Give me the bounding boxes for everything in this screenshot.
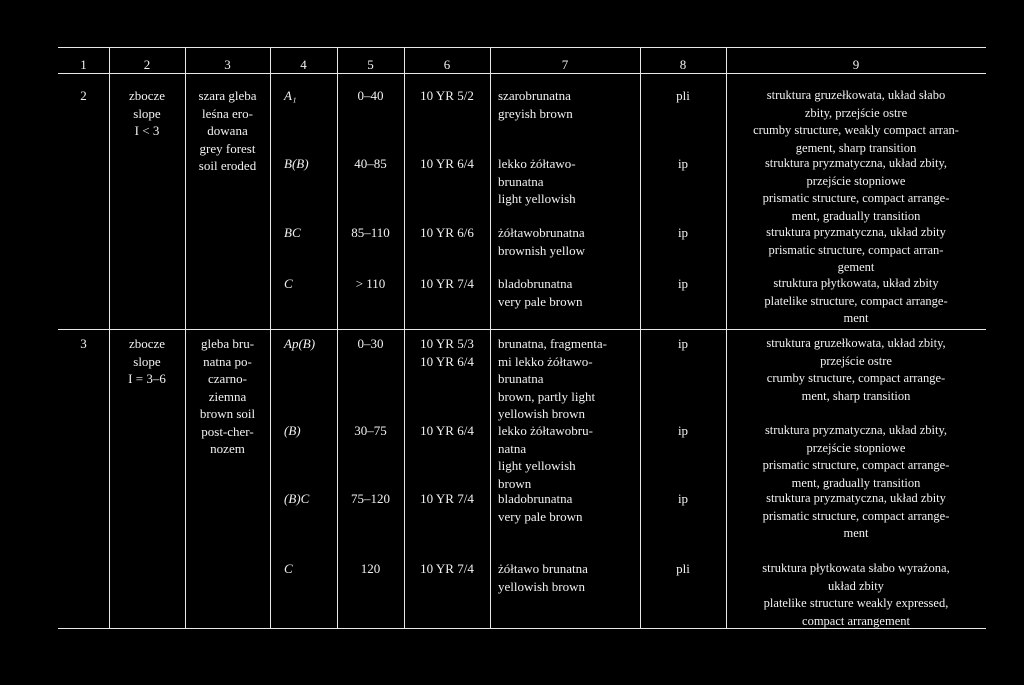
color-description — [498, 275, 582, 310]
structure-line: struktura pryzmatyczna, układ zbity — [766, 491, 946, 505]
row-number: 3 — [80, 336, 87, 351]
color-desc-line: very pale brown — [498, 293, 583, 309]
structure-line: gement, sharp transition — [795, 140, 917, 155]
structure-line: ment — [843, 526, 869, 540]
color-code-line: 10 YR 5/3 — [420, 336, 474, 351]
horizon-name: (B)C — [284, 491, 310, 506]
structure-line: struktura gruzełkowata, układ zbity, — [766, 336, 946, 350]
structure-line: ment — [843, 311, 869, 325]
color-desc-line: greyish brown — [498, 105, 573, 121]
color-description — [498, 335, 607, 423]
horizon-name: C — [284, 561, 293, 576]
header-col-6: 6 — [443, 57, 451, 72]
structure-description — [726, 335, 986, 405]
location-cell — [109, 87, 185, 140]
color-description — [498, 560, 588, 595]
soil-line: dowana — [207, 123, 248, 138]
structure-line: przejście ostre — [820, 353, 892, 368]
header-col-3: 3 — [224, 57, 231, 72]
soil-line: gleba bru- — [200, 336, 255, 351]
color-desc-line: lekko żółtawo- — [498, 156, 576, 171]
col-divider-6 — [490, 47, 491, 629]
soil-type-cell — [185, 335, 270, 458]
soil-line: soil eroded — [198, 158, 257, 173]
code: pli — [676, 561, 690, 576]
color-description — [498, 87, 573, 122]
structure-line: prismatic structure, compact arran- — [768, 242, 944, 257]
soil-line: leśna ero- — [202, 105, 253, 121]
structure-description — [726, 87, 986, 157]
depth: 30–75 — [354, 423, 387, 438]
color-description — [498, 422, 593, 492]
color-code-line: 10 YR 6/4 — [420, 156, 474, 171]
horizon-name: (B) — [284, 423, 301, 438]
color-desc-line: light yellowish — [498, 458, 576, 473]
color-desc-line: szarobrunatna — [498, 88, 571, 103]
color-code — [404, 224, 490, 242]
structure-description — [726, 422, 986, 492]
depth: 85–110 — [351, 225, 390, 240]
color-desc-line: yellowish brown — [498, 578, 586, 594]
structure-line: struktura gruzełkowata, układ słabo — [766, 88, 946, 102]
structure-line: ment, gradually transition — [791, 475, 921, 490]
code: ip — [677, 156, 689, 171]
header-col-1: 1 — [80, 57, 87, 72]
horizon-name: B(B) — [284, 156, 309, 171]
code: ip — [677, 276, 689, 291]
soil-line: grey forest — [199, 140, 256, 156]
color-code-line: 10 YR 7/4 — [420, 491, 474, 506]
color-code-line: 10 YR 7/4 — [420, 561, 474, 576]
color-desc-line: light yellowish — [498, 191, 576, 206]
structure-description — [726, 224, 986, 277]
color-code — [404, 335, 490, 370]
structure-line: compact arrangement — [802, 613, 910, 628]
location-cell — [109, 335, 185, 388]
row-separator-rule — [58, 329, 986, 330]
code: pli — [676, 88, 690, 103]
structure-line: przejście stopniowe — [806, 173, 906, 188]
structure-description — [726, 490, 986, 543]
horizon-name: A₁ — [284, 88, 297, 103]
structure-line: gement — [837, 260, 875, 274]
color-code — [404, 560, 490, 578]
depth: 0–40 — [357, 88, 384, 103]
code: ip — [677, 225, 689, 240]
depth: 75–120 — [351, 491, 390, 506]
soil-line: nozem — [210, 441, 245, 456]
color-code-line: 10 YR 5/2 — [420, 88, 474, 103]
code: ip — [677, 491, 689, 506]
color-description — [498, 490, 582, 525]
structure-line: prismatic structure, compact arrange- — [762, 458, 950, 472]
color-description — [498, 155, 576, 208]
col-divider-3 — [270, 47, 271, 629]
structure-line: przejście stopniowe — [806, 440, 906, 455]
color-desc-line: brunatna — [498, 173, 544, 189]
color-description — [498, 224, 585, 259]
structure-line: struktura pryzmatyczna, układ zbity — [766, 225, 946, 239]
color-desc-line: natna — [498, 440, 527, 456]
structure-line: prismatic structure, compact arrange- — [762, 508, 950, 523]
color-desc-line: lekko żółtawobru- — [498, 423, 593, 438]
horizon-name: BC — [284, 225, 301, 240]
code: ip — [677, 336, 689, 351]
structure-line: zbity, przejście ostre — [804, 105, 908, 120]
structure-line: struktura pryzmatyczna, układ zbity, — [764, 423, 948, 437]
depth: 0–30 — [357, 336, 384, 351]
structure-line: platelike structure, compact arrange- — [764, 293, 948, 308]
color-desc-line: bladobrunatna — [498, 491, 573, 506]
structure-line: crumby structure, weakly compact arran- — [753, 123, 959, 137]
header-col-2: 2 — [143, 57, 151, 72]
color-desc-line: żółtawo brunatna — [498, 561, 588, 576]
structure-description — [726, 155, 986, 225]
location-line: zbocze — [128, 88, 166, 103]
header-bottom-rule — [58, 73, 986, 74]
soil-line: post-cher- — [201, 423, 254, 439]
color-code — [404, 422, 490, 440]
row-number: 2 — [80, 88, 87, 103]
color-code — [404, 490, 490, 508]
color-code-line: 10 YR 6/4 — [420, 423, 474, 438]
header-col-8: 8 — [679, 57, 687, 72]
depth: 40–85 — [354, 156, 387, 171]
soil-type-cell — [185, 87, 270, 175]
color-code — [404, 275, 490, 293]
color-desc-line: bladobrunatna — [498, 276, 573, 291]
header-col-7: 7 — [561, 57, 569, 72]
location-line: I < 3 — [134, 123, 160, 138]
structure-line: crumby structure, compact arrange- — [766, 371, 946, 385]
structure-line: układ zbity — [828, 578, 884, 593]
color-code-line: 10 YR 6/6 — [420, 225, 474, 240]
color-desc-line: żółtawobrunatna — [498, 225, 585, 240]
color-desc-line: brown, partly light — [498, 388, 596, 404]
color-desc-line: brownish yellow — [498, 242, 586, 258]
color-code-line: 10 YR 7/4 — [420, 276, 474, 291]
color-desc-line: brunatna, fragmenta- — [498, 336, 608, 351]
code: ip — [677, 423, 689, 438]
location-line: zbocze — [128, 336, 166, 351]
structure-line: platelike structure weakly expressed, — [763, 596, 949, 610]
structure-description — [726, 560, 986, 630]
color-desc-line: very pale brown — [498, 508, 583, 524]
soil-line: brown soil — [199, 406, 256, 421]
structure-line: ment, sharp transition — [801, 388, 911, 403]
horizon-name: C — [284, 276, 293, 291]
soil-line: szara gleba — [198, 88, 257, 103]
color-desc-line: mi lekko żółtawo- — [498, 353, 593, 369]
color-code — [404, 87, 490, 105]
structure-description — [726, 275, 986, 328]
header-col-5: 5 — [367, 57, 374, 72]
color-desc-line: brunatna — [498, 371, 544, 386]
header-col-4: 4 — [300, 57, 307, 72]
structure-line: ment, gradually transition — [791, 208, 921, 223]
location-line: slope — [133, 105, 161, 121]
location-line: slope — [133, 353, 161, 369]
color-code — [404, 155, 490, 173]
horizon-name: Ap(B) — [284, 336, 316, 351]
structure-line: struktura pryzmatyczna, układ zbity, — [764, 156, 948, 170]
table-top-rule — [58, 47, 986, 48]
color-desc-line: brown — [498, 475, 532, 491]
depth: > 110 — [355, 276, 386, 291]
structure-line: struktura płytkowata słabo wyrażona, — [762, 561, 950, 575]
structure-line: prismatic structure, compact arrange- — [762, 191, 950, 205]
soil-line: ziemna — [208, 388, 247, 404]
color-desc-line: yellowish brown — [498, 406, 586, 421]
depth: 120 — [360, 561, 381, 576]
header-col-9: 9 — [852, 57, 860, 72]
soil-line: czarno- — [208, 371, 247, 386]
soil-line: natna po- — [203, 353, 252, 369]
structure-line: struktura płytkowata, układ zbity — [773, 276, 939, 290]
color-code-line: 10 YR 6/4 — [420, 353, 474, 369]
location-line: I = 3–6 — [128, 371, 166, 386]
